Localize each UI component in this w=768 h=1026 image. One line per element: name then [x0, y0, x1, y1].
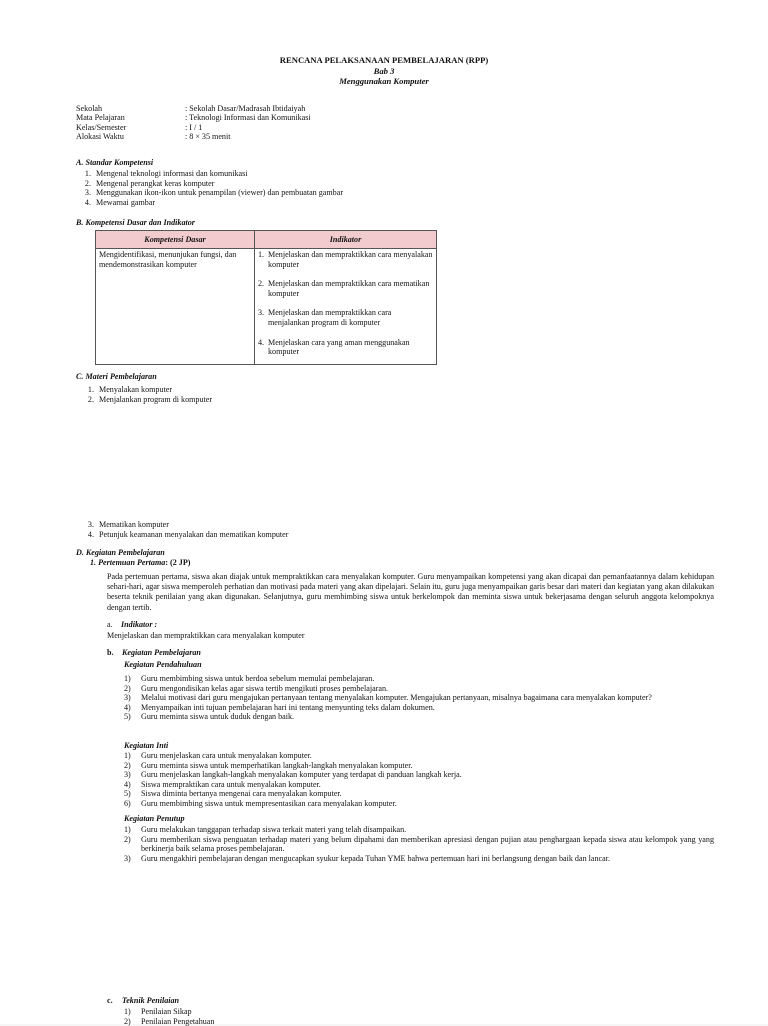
indicator-item: 1. Menjelaskan dan mempraktikkan cara menyalakan komputer [258, 250, 433, 269]
meeting-heading: 1. Pertemuan Pertama: (2 JP) [90, 558, 191, 567]
indicator-label: a. [107, 620, 113, 629]
list-item: 4. Petunjuk keamanan menyalakan dan mematikan komputer [87, 529, 289, 539]
section-a-heading: A. Standar Kompetensi [76, 158, 154, 167]
material-list-top [79, 385, 212, 404]
pendahuluan-list [124, 674, 714, 722]
document-title: RENCANA PELAKSANAAN PEMBELAJARAN (RPP) [279, 55, 489, 65]
list-item: 1. Menyalakan komputer [87, 385, 173, 394]
meeting-intro: Pada pertemuan pertama, siswa akan diajak untuk mempraktikkan cara menyalakan komputer. Guru menyampaikan kompetensi yang akan dicapai dan pemanfaatannya dalam kehidupan sehari-hari, agar siswa memperoleh perhatian dan motivasi pada materi yang akan dipelajari. Selain itu, guru juga menyampaikan garis besar dari materi dan kegiatan yang akan dilakukan beserta teknik penilaian yang akan digunakan. Selanjutnya, guru membimbing siswa untuk berkelompok dan meminta siswa untuk bekerjasama dengan seluruh anggota kelompoknya dengan tertib. [107, 572, 714, 612]
list-item: 2. Menjalankan program di komputer [87, 394, 213, 404]
list-item: 2) Guru memberikan siswa penguatan terhadap materi yang belum dipahami dan memberikan apresiasi dengan pujian atau penghargaan kepada siswa atau kelompok yang yang berkinerja baik selama proses pembelajaran. [124, 834, 714, 854]
list-item: 3. Mematikan komputer [87, 520, 169, 529]
indicator-title: Indikator : [121, 620, 158, 629]
indicator-item: 2. Menjelaskan dan mempraktikkan cara mematikan komputer [258, 279, 430, 298]
list-item: 3) Guru menjelaskan langkah-langkah menyalakan komputer yang terdapat di panduan langkah kerja. [124, 770, 462, 780]
assessment-list [124, 1007, 714, 1026]
identity-row: Mata Pelajaran : Teknologi Informasi dan Komunikasi [76, 113, 311, 123]
list-item: 3) Guru mengakhiri pembelajaran dengan mengucapkan syukur kepada Tuhan YME bahwa pertemuan hari ini berlangsung dengan baik dan lancar. [124, 853, 610, 863]
list-item: 6) Guru membimbing siswa untuk mempresentasikan cara menyalakan komputer. [124, 798, 397, 808]
list-item: 2) Penilaian Pengetahuan [124, 1016, 215, 1026]
list-item: 5) Siswa diminta bertanya mengenai cara menyalakan komputer. [124, 789, 342, 799]
indicator-item: 4. Menjelaskan cara yang aman menggunakan komputer [258, 337, 410, 357]
penutup-title: Kegiatan Penutup [124, 814, 185, 823]
penutup-list [124, 825, 714, 863]
list-item: 5) Guru meminta siswa untuk duduk dengan baik. [124, 712, 295, 722]
material-list-bottom [79, 520, 288, 539]
indicator-cell [255, 249, 437, 365]
list-item: 1) Guru membimbing siswa untuk berdoa sebelum memulai pembelajaran. [124, 674, 375, 683]
standard-competency-list [76, 169, 343, 207]
list-item: 2. Mengenal perangkat keras komputer [84, 178, 215, 188]
assessment-label: c. [107, 996, 113, 1005]
table-header-indicator: Indikator [255, 231, 437, 249]
section-c-heading: C. Materi Pembelajaran [76, 372, 157, 381]
identity-row: Kelas/Semester : I / 1 [76, 122, 203, 132]
indicator-item: 3. Menjelaskan dan mempraktikkan cara menjalankan program di komputer [258, 308, 392, 327]
list-item: 4) Menyampaikan inti tujuan pembelajaran hari ini tentang menyunting teks dalam dokumen. [124, 702, 435, 712]
chapter-topic: Menggunakan Komputer [339, 76, 429, 86]
list-item: 2) Guru mengondisikan kelas agar siswa tertib mengikuti proses pembelajaran. [124, 683, 389, 693]
identity-row: Sekolah : Sekolah Dasar/Madrasah Ibtidaiyah [76, 104, 306, 113]
activities-label: b. [107, 648, 114, 657]
inti-title: Kegiatan Inti [124, 741, 169, 750]
list-item: 1) Guru menjelaskan cara untuk menyalakan komputer. [124, 751, 312, 760]
document-header [0, 55, 768, 87]
assessment-title: Teknik Penilaian [122, 996, 180, 1005]
list-item: 1) Penilaian Sikap [124, 1007, 192, 1016]
chapter-label: Bab 3 [373, 65, 395, 76]
inti-list [124, 751, 714, 809]
list-item: 4. Mewarnai gambar [84, 197, 156, 207]
competency-table [95, 230, 437, 365]
list-item: 1. Mengenal teknologi informasi dan komunikasi [84, 169, 248, 178]
section-b-heading: B. Kompetensi Dasar dan Indikator [76, 218, 195, 227]
list-item: 4) Siswa mempraktikan cara untuk menyalakan komputer. [124, 779, 321, 789]
list-item: 1) Guru melakukan tanggapan terhadap siswa terkait materi yang telah disampaikan. [124, 825, 407, 834]
table-header-kd: Kompetensi Dasar [96, 231, 255, 249]
list-item: 3. Menggunakan ikon-ikon untuk penampilan (viewer) dan pembuatan gambar [84, 188, 344, 197]
indicator-text: Menjelaskan dan mempraktikkan cara menyalakan komputer [107, 631, 305, 640]
kd-cell: Mengidentifikasi, menunjukan fungsi, dan mendemonstrasikan komputer [96, 249, 255, 365]
list-item: 3) Melalui motivasi dari guru mengajukan pertanyaan tentang menyalakan komputer. Mengajukan pertanyaan, misalnya bagaimana cara menyalakan komputer? [124, 693, 652, 703]
pendahuluan-title: Kegiatan Pendahuluan [124, 660, 202, 669]
list-item: 2) Guru meminta siswa untuk memperhatikan langkah-langkah menyalakan komputer. [124, 760, 413, 770]
identity-block [76, 104, 311, 141]
identity-row: Alokasi Waktu : 8 × 35 menit [76, 131, 231, 141]
section-d-heading: D. Kegiatan Pembelajaran [76, 548, 165, 557]
activities-title: Kegiatan Pembelajaran [122, 648, 201, 657]
